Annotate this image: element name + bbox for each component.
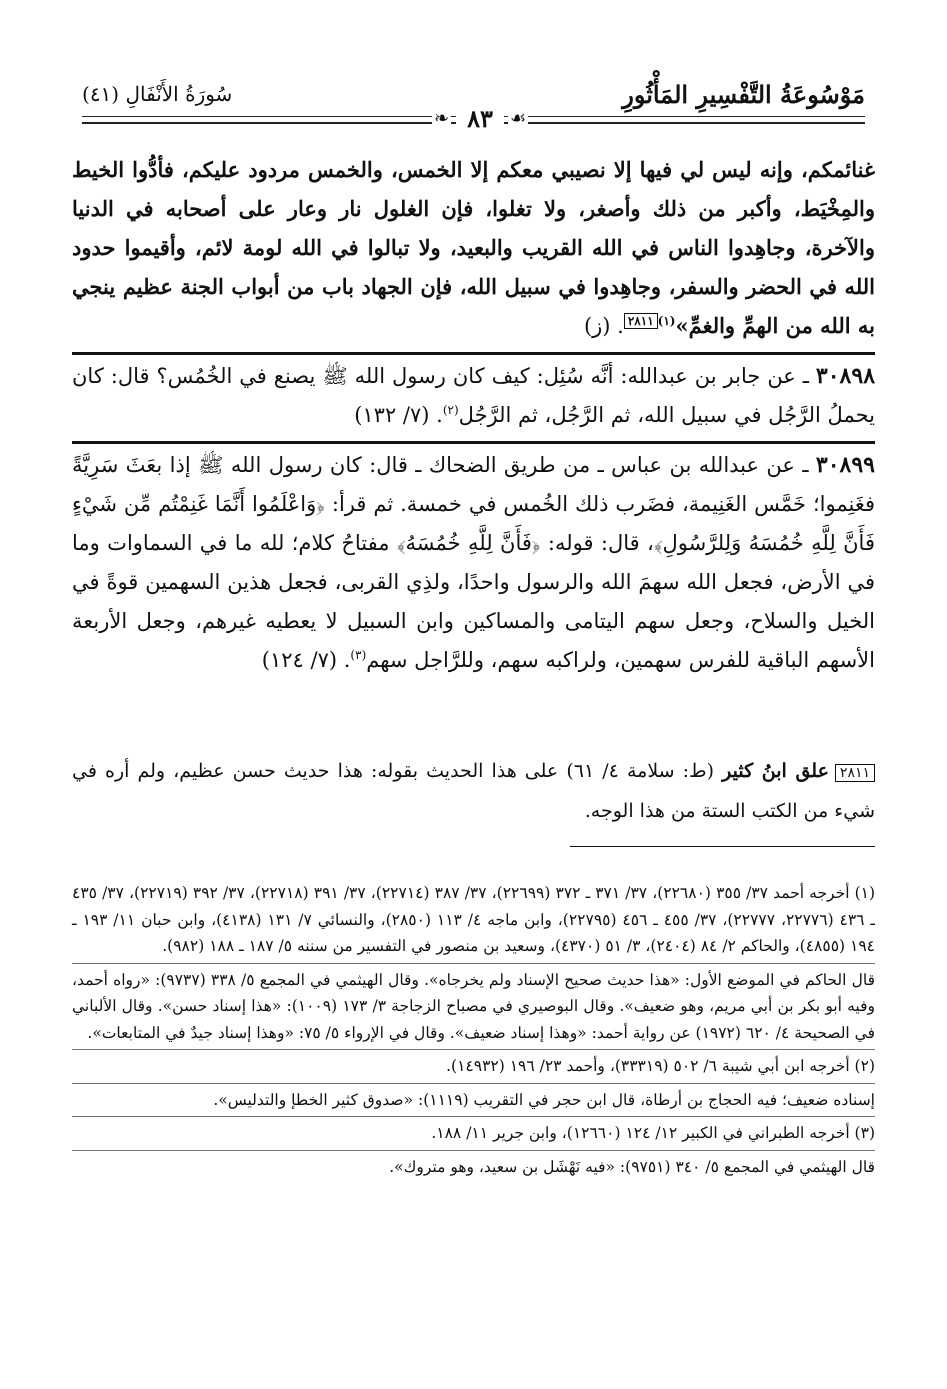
footnote: (٢) أخرجه ابن أبي شيبة ٦/ ٥٠٢ (٣٣٣١٩)، وأحمد ٢٣/ ١٩٦ (١٤٩٣٢). bbox=[446, 1057, 875, 1075]
comment-number-box: ٢٨١١ bbox=[835, 764, 875, 782]
footnote-divider bbox=[72, 1083, 875, 1084]
book-title: مَوْسُوعَةُ التَّفْسِيرِ المَأْثُورِ bbox=[622, 80, 865, 109]
source-tag: . (٧/ ١٣٢) bbox=[354, 403, 443, 427]
source-tag: . (٧/ ١٢٤) bbox=[261, 648, 351, 672]
hadith-number: ٣٠٨٩٨ bbox=[815, 363, 876, 389]
commentary-lead: علق ابنُ كثير bbox=[722, 760, 829, 782]
footnote: (١) أخرجه أحمد ٣٧/ ٣٥٥ (٢٢٦٨٠)، ٣٧/ ٣٧١ ـ ٣٧٢ (٢٢٦٩٩)، ٣٧/ ٣٨٧ (٢٢٧١٤)، ٣٧/ ٣٩١ (٢٢٧١٨)، ٣٧/ ٣٩٢ (٢٢٧١٩)، ٣٧/ ٤٣٥ ـ ٤٣٦ (٢٢٧٧٦، ٢٢٧٧٧)، ٣٧/ ٤٥٥ ـ ٤٥٦ (٢٢٧٩٥)، وابن ماجه ٤/ ١١٣ (٢٨٥٠)، والنسائي ٧/ ١٣١ (٤١٣٨)، وابن حبان ١١/ ١٩٣ ـ ١٩٤ (٤٨٥٥)، والحاكم ٢/ ٨٤ (٢٤٠٤)، ٣/ ٥١ (٤٣٧٠)، وسعيد بن منصور في التفسير من سننه ٥/ ١٨٧ ـ ١٨٨ (٩٨٢). bbox=[72, 884, 876, 955]
hadith-text: ـ عن جابر بن عبدالله: أنَّه سُئِل: كيف كان رسول الله ﷺ يصنع في الخُمُس؟ قال: كان يحملُ الرَّجُل في سبيل الله، ثم الرَّجُل، ثم الرَّجُل bbox=[72, 364, 875, 427]
hadith-entry bbox=[72, 446, 875, 680]
footnote-divider bbox=[72, 1116, 875, 1117]
footnote-divider bbox=[72, 1049, 875, 1050]
footnote: قال الهيثمي في المجمع ٥/ ٣٤٠ (٩٧٥١): «فيه نَهْشَل بن سعيد، وهو متروك». bbox=[389, 1157, 875, 1176]
footnote-ref: (٣) bbox=[350, 648, 367, 662]
footnote: إسناده ضعيف؛ فيه الحجاج بن أرطاة، قال ابن حجر في التقريب (١١١٩): «صدوق كثير الخطإ والتدليس». bbox=[213, 1090, 875, 1109]
ornament-icon: ❧ bbox=[434, 108, 450, 129]
footnote: قال الحاكم في الموضع الأول: «هذا حديث صحيح الإسناد ولم يخرجاه». وقال الهيثمي في المجمع ٥/ ٣٣٨ (٩٧٣٧): «رواه أحمد، وفيه أبو بكر بن أبي مريم، وهو ضعيف». وقال البوصيري في مصباح الزجاجة ٣/ ١٧٣ (١٠٠٩): «هذا إسناد حسن». وقال الألباني في الصحيحة ٤/ ٦٢٠ (١٩٧٢) عن رواية أحمد: «وهذا إسناد ضعيف». وقال في الإرواء ٥/ ٧٥: «وهذا إسناد جيدٌ في المتابعات». bbox=[72, 970, 875, 1042]
hadith-text: غنائمكم، وإنه ليس لي فيها إلا نصيبي معكم إلا الخمس، والخمس مردود عليكم، فأدُّوا الخيط والمِخْيَط، وأكبر من ذلك وأصغر، ولا تغلوا، فإن الغلول نار وعار على أصحابه في الدنيا والآخرة، وجاهِدوا الناس في الله القريب والبعيد، ولا تبالوا في الله لومة لائم، وأقيموا حدود الله في الحضر والسفر، وجاهِدوا في سبيل الله، فإن الجهاد باب من أبواب الجنة عظيم ينجي به الله من الهمِّ والغمِّ» bbox=[72, 157, 875, 338]
ornament-icon: ☙ bbox=[510, 108, 527, 129]
hadith-entry bbox=[72, 357, 875, 435]
footnote-ref: (١) bbox=[657, 314, 676, 328]
commentary-body: (ط: سلامة ٤/ ٦١) على هذا الحديث بقوله: هذا حديث حسن عظيم، ولم أره في شيء من الكتب الستة من هذا الوجه. bbox=[72, 760, 875, 822]
hadith-continuation bbox=[72, 150, 875, 346]
page-number: ٨٣ bbox=[456, 104, 504, 134]
main-text bbox=[72, 150, 875, 680]
separator-rule bbox=[72, 352, 875, 355]
commentary-text bbox=[72, 752, 875, 830]
comment-ref-box: ٢٨١١ bbox=[624, 313, 658, 329]
footnote-divider bbox=[72, 1150, 875, 1151]
commentary-block bbox=[72, 752, 875, 830]
footnote: (٣) أخرجه الطبراني في الكبير ١٢/ ١٢٤ (١٢٦٦٠)، وابن جرير ١١/ ١٨٨. bbox=[431, 1124, 875, 1142]
footnote-rule bbox=[570, 846, 875, 847]
source-tag: . (ز) bbox=[583, 314, 624, 338]
footnotes bbox=[72, 880, 875, 1180]
footnote-divider bbox=[72, 963, 875, 964]
hadith-number: ٣٠٨٩٩ bbox=[815, 452, 875, 478]
hadith-text: ـ عن عبدالله بن عباس ـ من طريق الضحاك ـ قال: كان رسول الله ﷺ إذا بعَثَ سَرِيَّةً فغَنِموا؛ خَمَّس الغَنِيمة، فضَرب ذلك الخُمس في خمسة. ثم قرأ: ﴿وَاعْلَمُوا أَنَّمَا غَنِمْتُم مِّن شَيْءٍ فَأَنَّ لِلَّهِ خُمُسَهُ وَلِلرَّسُولِ﴾، قال: قوله: ﴿فَأَنَّ لِلَّهِ خُمُسَهُ﴾ مفتاحُ كلام؛ لله ما في السماوات وما في الأرض، فجعل الله سهمَ الله والرسول واحدًا، ولذِي القربى، فجعل هذين السهمين قوةً في الخيل والسلاح، وجعل سهم اليتامى والمساكين وابن السبيل لا يعطيه غيرهم، وجعل الأربعة الأسهم الباقية للفرس سهمين، ولراكبه سهم، وللرَّاجل سهم bbox=[72, 453, 875, 672]
surah-title: سُورَةُ الأَنْفَالِ (٤١) bbox=[82, 82, 233, 106]
separator-rule bbox=[72, 441, 875, 444]
footnote-ref: (٢) bbox=[442, 403, 459, 417]
